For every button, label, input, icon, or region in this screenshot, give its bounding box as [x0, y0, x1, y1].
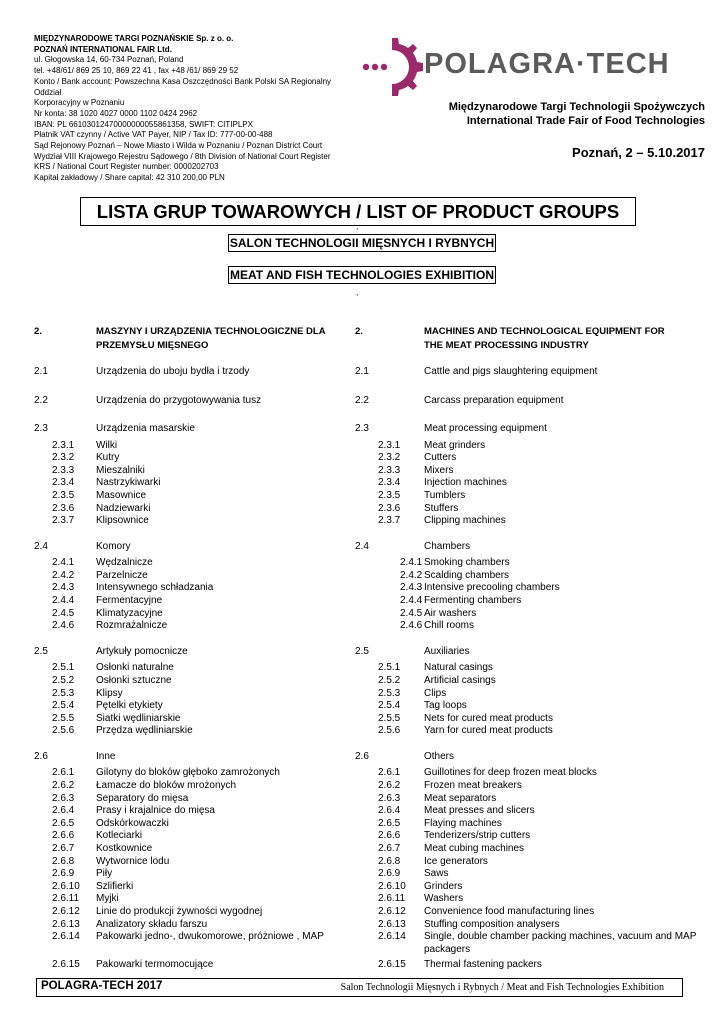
item-number: 2.6.8: [378, 855, 401, 867]
item-label-pl: Łamacze do bloków mrożonych: [96, 780, 237, 791]
section-number: 2.: [34, 326, 42, 337]
item-number: 2.6.9: [52, 868, 75, 880]
item-label-pl: Intensywnego schładzania: [96, 582, 214, 594]
item-number: 2.5.2: [378, 674, 401, 686]
item-label-en: Stuffing composition analysers: [424, 918, 560, 930]
item-number: 2.3.1: [378, 439, 401, 451]
item-label-pl: Kutry: [96, 452, 120, 464]
item-label-en: Tenderizers/strip cutters: [424, 830, 531, 842]
item-label-en: packagers: [424, 943, 471, 955]
item-label-en: Cutters: [424, 452, 457, 464]
item-label-en: Injection machines: [424, 477, 507, 489]
comma-mark: ,: [356, 288, 359, 297]
item-number: 2.4.2: [52, 569, 75, 581]
item-label-en: Chill rooms: [424, 620, 475, 632]
item-number: 2.5.6: [52, 725, 75, 737]
item-number: 2.6.12: [378, 906, 406, 917]
item-number: 2.6.2: [378, 780, 401, 791]
company-line: tel. +48/61/ 869 25 10, 869 22 41 , fax +48 /61/ 869 29 52: [34, 66, 239, 76]
item-number: 2.4.3: [52, 582, 75, 594]
group-number: 2.2: [355, 394, 369, 406]
item-number: 2.6.14: [378, 931, 406, 943]
company-line: Konto / Bank account: Powszechna Kasa Oszczędności Bank Polski SA Regionalny Oddział: [34, 76, 332, 97]
item-number: 2.6.4: [52, 805, 75, 817]
item-label-en: Meat separators: [424, 792, 497, 804]
exhibition-title-en-text: MEAT AND FISH TECHNOLOGIES EXHIBITION: [229, 268, 494, 282]
item-number: 2.4.6: [52, 620, 75, 632]
gear-logo-icon: [362, 34, 426, 100]
section-title-pl: MASZYNY I URZĄDZENIA TECHNOLOGICZNE DLA: [96, 326, 326, 337]
group-label-en: Others: [424, 750, 455, 762]
item-number: 2.6.11: [52, 893, 80, 905]
company-line: Sąd Rejonowy Poznań – Nowe Miasto i Wilda w Poznaniu / Poznan District Court: [34, 141, 323, 151]
item-number: 2.6.10: [52, 880, 80, 892]
company-line: Wydział VIII Krajowego Rejestru Sądowego / 8th Division of National Court Register: [34, 151, 331, 161]
item-number: 2.3.2: [52, 452, 75, 464]
fair-name-en: International Trade Fair of Food Technologies: [466, 115, 705, 127]
item-label-en: Scalding chambers: [424, 569, 510, 581]
group-label-en: Carcass preparation equipment: [424, 394, 564, 406]
group-number: 2.3: [34, 423, 48, 434]
item-number: 2.4.1: [400, 557, 423, 569]
item-label-en: Natural casings: [424, 662, 493, 674]
item-number: 2.6.5: [52, 817, 75, 829]
item-label-pl: Wytwornice lodu: [96, 855, 170, 867]
item-label-pl: Myjki: [96, 893, 119, 905]
item-number: 2.6.5: [378, 817, 401, 829]
group-number: 2.5: [34, 645, 48, 657]
item-label-en: Meat cubing machines: [424, 843, 525, 854]
item-number: 2.3.3: [52, 464, 75, 476]
group-number: 2.6: [355, 750, 369, 762]
company-line: ul. Głogowska 14, 60-734 Poznań, Poland: [34, 55, 184, 65]
item-label-en: Smoking chambers: [424, 557, 510, 569]
item-number: 2.3.6: [52, 502, 75, 514]
group-label-pl: Inne: [96, 750, 116, 762]
item-label-en: Artificial casings: [424, 674, 496, 686]
item-number: 2.6.10: [378, 880, 406, 892]
item-number: 2.3.7: [378, 515, 401, 527]
item-label-en: Convenience food manufacturing lines: [424, 906, 595, 917]
group-number: 2.5: [355, 645, 369, 657]
item-number: 2.5.1: [52, 662, 75, 674]
item-number: 2.3.7: [52, 515, 75, 527]
item-label-pl: Kotleciarki: [96, 830, 143, 842]
group-label-en: Meat processing equipment: [424, 423, 547, 434]
group-label-pl: Komory: [96, 540, 131, 552]
item-number: 2.4.1: [52, 557, 75, 569]
item-number: 2.6.7: [378, 843, 401, 854]
item-label-pl: Osłonki sztuczne: [96, 674, 172, 686]
item-number: 2.6.7: [52, 843, 75, 854]
item-label-en: Intensive precooling chambers: [424, 582, 560, 594]
item-number: 2.3.6: [378, 502, 401, 514]
item-label-en: Single, double chamber packing machines, vacuum and MAP: [424, 931, 697, 943]
company-name-en: POZNAŃ INTERNATIONAL FAIR Ltd.: [34, 44, 172, 54]
section-title-pl: PRZEMYSŁU MIĘSNEGO: [96, 340, 209, 351]
comma-mark: ,: [356, 222, 359, 231]
item-label-en: Clips: [424, 687, 447, 699]
item-number: 2.3.2: [378, 452, 401, 464]
company-line: IBAN: PL 66103012470000000055861358, SWIFT: CITIPLPX: [34, 119, 253, 129]
item-label-en: Stuffers: [424, 502, 459, 514]
group-label-pl: Urządzenia masarskie: [96, 423, 195, 434]
exhibition-title-en: [0, 268, 724, 282]
item-label-pl: Parzelnicze: [96, 569, 148, 581]
item-number: 2.3.4: [52, 477, 75, 489]
item-label-pl: Szlifierki: [96, 880, 134, 892]
item-number: 2.5.3: [378, 687, 401, 699]
item-number: 2.4.4: [400, 595, 423, 606]
item-label-pl: Gilotyny do bloków głęboko zamrożonych: [96, 767, 280, 779]
item-number: 2.4.6: [400, 620, 423, 632]
item-label-en: Guillotines for deep frozen meat blocks: [424, 767, 597, 779]
item-label-en: Ice generators: [424, 855, 488, 867]
item-label-pl: Klipsy: [96, 687, 123, 699]
item-label-pl: Nastrzykiwarki: [96, 477, 161, 489]
group-number: 2.6: [34, 750, 48, 762]
group-number: 2.4: [355, 540, 369, 552]
item-number: 2.6.8: [52, 855, 75, 867]
item-label-en: Tag loops: [424, 700, 467, 712]
item-number: 2.6.13: [52, 918, 80, 930]
item-label-en: Yarn for cured meat products: [424, 725, 553, 737]
item-label-pl: Rozmrażalnicze: [96, 620, 168, 632]
item-label-pl: Kostkownice: [96, 843, 153, 854]
item-label-pl: Separatory do mięsa: [96, 792, 189, 804]
company-info: [34, 34, 354, 184]
item-label-pl: Osłonki naturalne: [96, 662, 174, 674]
item-number: 2.4.2: [400, 569, 423, 581]
item-number: 2.6.12: [52, 906, 80, 917]
group-label-en: Chambers: [424, 540, 471, 552]
group-label-en: Auxiliaries: [424, 645, 470, 657]
section-title-en: THE MEAT PROCESSING INDUSTRY: [424, 340, 589, 351]
group-number: 2.4: [34, 540, 48, 552]
exhibition-title-pl-text: SALON TECHNOLOGII MIĘSNYCH I RYBNYCH: [229, 236, 495, 250]
item-number: 2.3.3: [378, 464, 401, 476]
item-number: 2.6.15: [378, 959, 406, 971]
item-number: 2.6.3: [378, 792, 401, 804]
item-label-en: Clipping machines: [424, 515, 506, 527]
item-label-en: Tumblers: [424, 489, 466, 501]
item-label-pl: Wędzalnicze: [96, 557, 153, 569]
group-number: 2.1: [355, 366, 369, 377]
item-label-pl: Pakowarki jedno-, dwukomorowe, próżniowe , MAP: [96, 931, 324, 943]
item-label-pl: Siatki wędliniarskie: [96, 712, 181, 724]
item-label-en: Meat grinders: [424, 439, 486, 451]
item-label-pl: Nadziewarki: [96, 502, 151, 514]
company-line: KRS / National Court Register number: 0000202703: [34, 162, 219, 172]
item-number: 2.5.4: [52, 700, 75, 712]
section-number: 2.: [355, 326, 363, 337]
item-label-pl: Fermentacyjne: [96, 595, 163, 606]
item-number: 2.6.4: [378, 805, 401, 817]
item-label-pl: Masownice: [96, 489, 147, 501]
item-number: 2.6.13: [378, 918, 406, 930]
polagra-tech-logo: [362, 34, 692, 100]
item-number: 2.5.6: [378, 725, 401, 737]
item-number: 2.3.4: [378, 477, 401, 489]
group-label-pl: Urządzenia do uboju bydła i trzody: [96, 366, 250, 377]
footer-right: Salon Technologii Mięsnych i Rybnych / Meat and Fish Technologies Exhibition: [340, 982, 664, 993]
item-number: 2.5.4: [378, 700, 401, 712]
item-label-pl: Pętelki etykiety: [96, 700, 163, 712]
item-number: 2.6.1: [378, 767, 401, 779]
group-label-pl: Artykuły pomocnicze: [96, 645, 188, 657]
footer-left: POLAGRA-TECH 2017: [41, 980, 163, 992]
section-title-en: MACHINES AND TECHNOLOGICAL EQUIPMENT FOR: [424, 326, 665, 337]
item-label-en: Nets for cured meat products: [424, 712, 553, 724]
item-number: 2.3.5: [378, 489, 401, 501]
item-label-pl: Pakowarki termomocujące: [96, 959, 214, 971]
logo-text: POLAGRA·TECH: [424, 48, 670, 80]
item-number: 2.6.2: [52, 780, 75, 791]
item-number: 2.5.5: [378, 712, 401, 724]
item-number: 2.6.1: [52, 767, 75, 779]
item-label-en: Flaying machines: [424, 817, 502, 829]
item-number: 2.6.9: [378, 868, 401, 880]
company-line: Kapitał zakładowy / Share capital: 42 310 200,00 PLN: [34, 173, 225, 183]
item-label-pl: Mieszalniki: [96, 464, 145, 476]
item-number: 2.4.4: [52, 595, 75, 606]
group-label-pl: Urządzenia do przygotowywania tusz: [96, 394, 262, 406]
item-label-pl: Linie do produkcji żywności wygodnej: [96, 906, 263, 917]
fair-date: Poznań, 2 – 5.10.2017: [572, 145, 705, 160]
fair-name: [449, 100, 705, 128]
item-label-pl: Odskórkowaczki: [96, 817, 169, 829]
item-label-en: Saws: [424, 868, 449, 880]
item-label-pl: Klipsownice: [96, 515, 149, 527]
fair-name-pl: Międzynarodowe Targi Technologii Spożywczych: [448, 101, 705, 113]
item-label-en: Air washers: [424, 607, 477, 619]
company-line: Płatnik VAT czynny / Active VAT Payer, NIP / Tax ID: 777-00-00-488: [34, 130, 273, 140]
company-line: Nr konta: 38 1020 4027 0000 1102 0424 2962: [34, 108, 198, 118]
item-number: 2.6.6: [52, 830, 75, 842]
page-title: LISTA GRUP TOWAROWYCH / LIST OF PRODUCT GROUPS: [80, 197, 636, 226]
item-label-en: Thermal fastening packers: [424, 959, 542, 971]
item-number: 2.4.5: [52, 607, 75, 619]
item-number: 2.6.11: [378, 893, 406, 905]
group-label-en: Cattle and pigs slaughtering equipment: [424, 366, 598, 377]
item-label-en: Meat presses and slicers: [424, 805, 535, 817]
item-number: 2.6.15: [52, 959, 80, 971]
exhibition-title-pl: [0, 236, 724, 250]
item-number: 2.6.6: [378, 830, 401, 842]
item-label-pl: Przędza wędliniarskie: [96, 725, 193, 737]
company-line: Korporacyjny w Poznaniu: [34, 98, 125, 108]
item-label-pl: Analizatory składu farszu: [96, 918, 208, 930]
item-number: 2.5.3: [52, 687, 75, 699]
item-label-en: Washers: [424, 893, 464, 905]
item-number: 2.5.5: [52, 712, 75, 724]
item-label-pl: Piły: [96, 868, 113, 880]
item-number: 2.4.5: [400, 607, 423, 619]
item-label-pl: Wilki: [96, 439, 118, 451]
item-label-en: Mixers: [424, 464, 454, 476]
item-number: 2.3.5: [52, 489, 75, 501]
item-label-pl: Prasy i krajalnice do mięsa: [96, 805, 215, 817]
item-label-en: Frozen meat breakers: [424, 780, 522, 791]
company-name-pl: MIĘDZYNARODOWE TARGI POZNAŃSKIE Sp. z o. o.: [34, 34, 234, 43]
group-number: 2.3: [355, 423, 369, 434]
item-label-pl: Klimatyzacyjne: [96, 607, 163, 619]
group-number: 2.1: [34, 366, 48, 377]
item-number: 2.5.1: [378, 662, 401, 674]
item-number: 2.3.1: [52, 439, 75, 451]
footer: [36, 978, 683, 997]
item-number: 2.5.2: [52, 674, 75, 686]
item-number: 2.6.3: [52, 792, 75, 804]
group-number: 2.2: [34, 394, 48, 406]
item-number: 2.6.14: [52, 931, 80, 943]
item-label-en: Grinders: [424, 880, 463, 892]
item-label-en: Fermenting chambers: [424, 595, 522, 606]
item-number: 2.4.3: [400, 582, 423, 594]
